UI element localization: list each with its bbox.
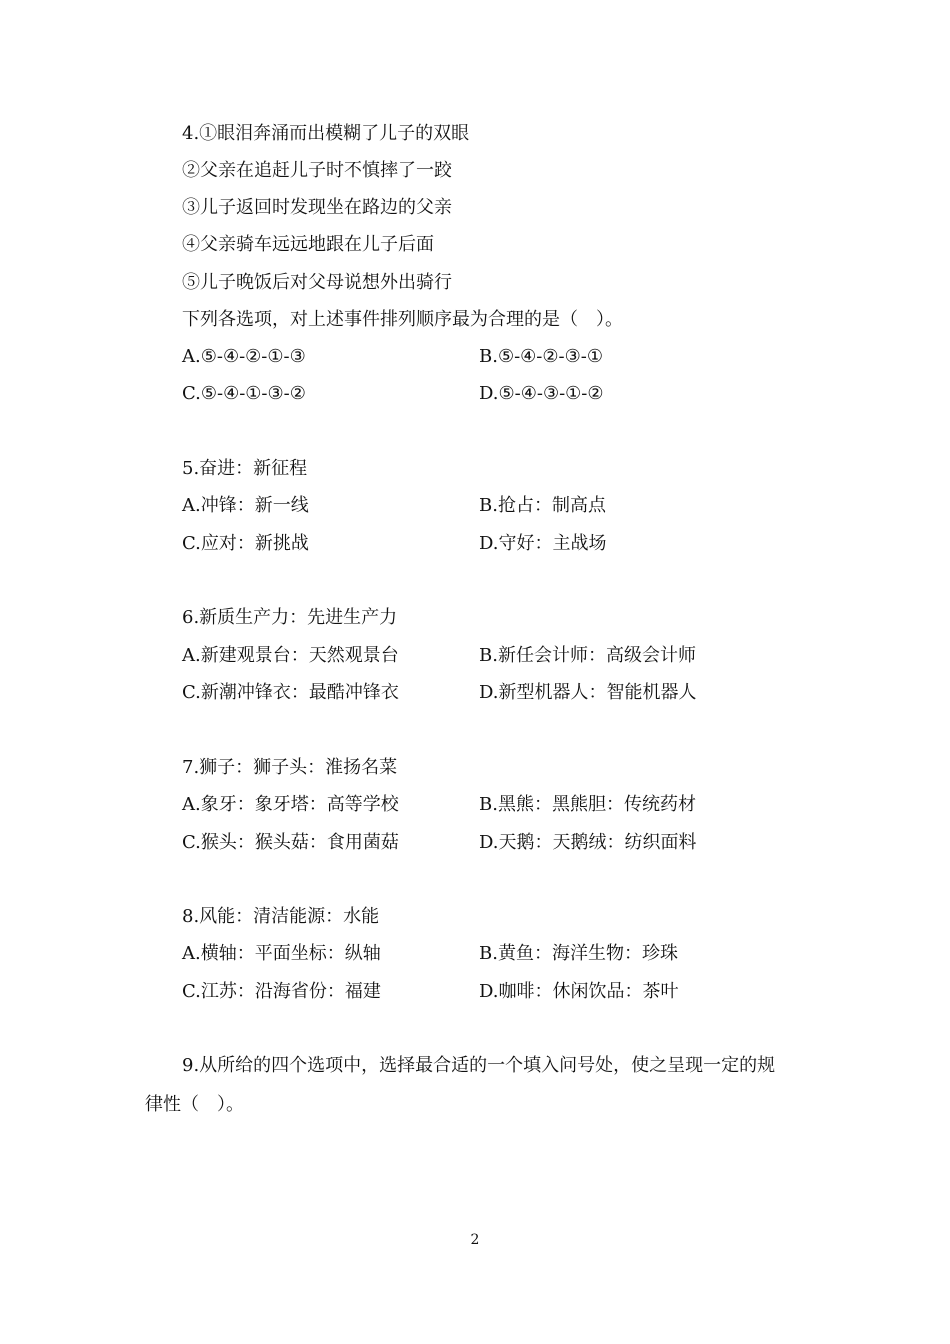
- q7-option-b: B.黑熊：黑熊胆：传统药材: [479, 794, 696, 815]
- q6-option-d: D.新型机器人：智能机器人: [479, 682, 697, 703]
- q4-prompt: 下列各选项，对上述事件排列顺序最为合理的是（ ）。: [182, 309, 623, 330]
- q5-option-c: C.应对：新挑战: [182, 533, 309, 554]
- q5-option-d: D.守好：主战场: [479, 533, 607, 554]
- q6-stem: 6.新质生产力：先进生产力: [182, 607, 398, 628]
- q9-line-1: 9.从所给的四个选项中，选择最合适的一个填入问号处，使之呈现一定的规: [182, 1055, 776, 1076]
- q7-stem: 7.狮子：狮子头：淮扬名菜: [182, 757, 398, 778]
- q4-option-c: C.⑤-④-①-③-②: [182, 383, 306, 404]
- q6-option-a: A.新建观景台：天然观景台: [182, 645, 399, 666]
- q4-event-1: 4.①眼泪奔涌而出模糊了儿子的双眼: [182, 123, 470, 144]
- q8-option-d: D.咖啡：休闲饮品：茶叶: [479, 981, 679, 1002]
- q5-stem: 5.奋进：新征程: [182, 458, 308, 479]
- q6-option-c: C.新潮冲锋衣：最酷冲锋衣: [182, 682, 399, 703]
- q8-option-b: B.黄鱼：海洋生物：珍珠: [479, 943, 678, 964]
- q8-stem: 8.风能：清洁能源：水能: [182, 906, 380, 927]
- q7-option-c: C.猴头：猴头菇：食用菌菇: [182, 832, 399, 853]
- q4-event-2: ②父亲在追赶儿子时不慎摔了一跤: [182, 160, 452, 181]
- page-number: 2: [470, 1232, 480, 1248]
- q4-event-3: ③儿子返回时发现坐在路边的父亲: [182, 197, 452, 218]
- q7-option-d: D.天鹅：天鹅绒：纺织面料: [479, 832, 697, 853]
- q6-option-b: B.新任会计师：高级会计师: [479, 645, 696, 666]
- q4-event-5: ⑤儿子晚饭后对父母说想外出骑行: [182, 272, 452, 293]
- q5-option-b: B.抢占：制高点: [479, 495, 606, 516]
- q4-event-4: ④父亲骑车远远地跟在儿子后面: [182, 234, 434, 255]
- q4-option-b: B.⑤-④-②-③-①: [479, 346, 603, 367]
- q8-option-c: C.江苏：沿海省份：福建: [182, 981, 381, 1002]
- q5-option-a: A.冲锋：新一线: [182, 495, 309, 516]
- q4-option-a: A.⑤-④-②-①-③: [182, 346, 306, 367]
- q9-line-2: 律性（ ）。: [145, 1094, 244, 1115]
- q8-option-a: A.横轴：平面坐标：纵轴: [182, 943, 381, 964]
- q7-option-a: A.象牙：象牙塔：高等学校: [182, 794, 399, 815]
- q4-option-d: D.⑤-④-③-①-②: [479, 383, 604, 404]
